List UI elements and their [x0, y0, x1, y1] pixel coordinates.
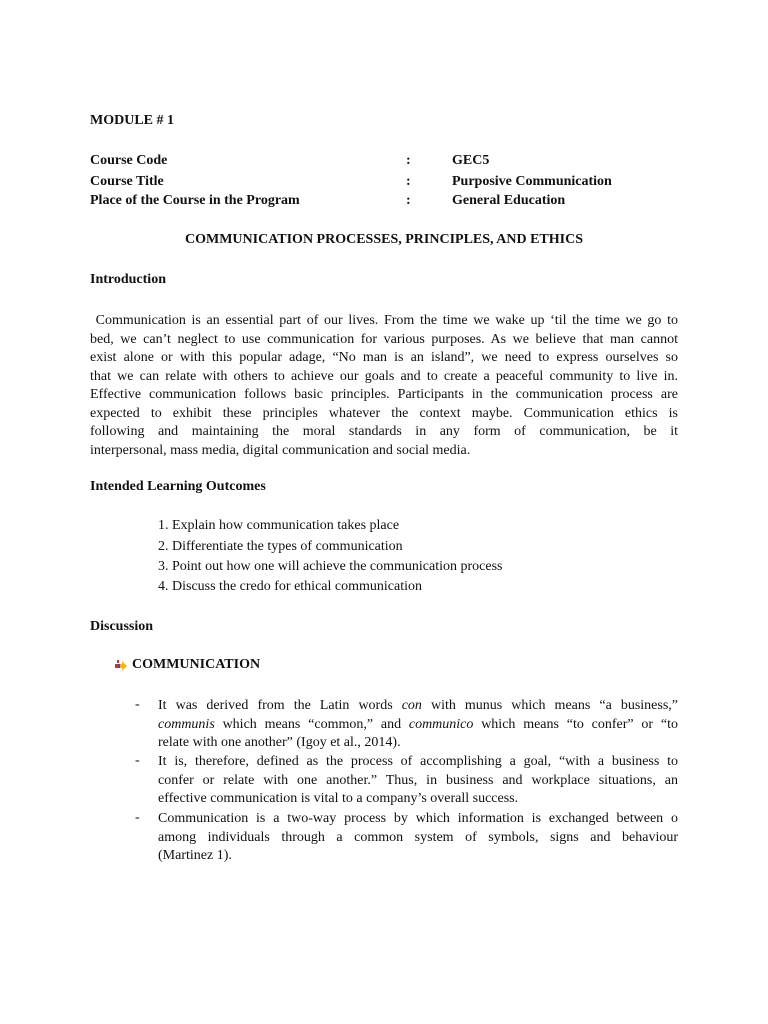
module-title: MODULE # 1 — [90, 113, 174, 128]
outcome-item: 4. Discuss the credo for ethical communication — [158, 579, 422, 594]
bullet-line — [158, 772, 678, 791]
text-run: which means “to confer” or “to — [473, 716, 678, 732]
bullet-text — [158, 810, 678, 866]
intro-line: Communication is an essential part of our lives. From the time we wake up ‘til the time we go to — [90, 313, 678, 328]
bullet-dash: - — [135, 753, 140, 768]
discussion-heading: Discussion — [90, 619, 154, 634]
arrow-bullet-icon — [114, 659, 128, 673]
bullet-text — [158, 753, 678, 809]
course-title-value: Purposive Communication — [452, 174, 612, 189]
outcome-item: 2. Differentiate the types of communication — [158, 539, 403, 554]
italic-term: communico — [408, 716, 474, 732]
text-run: among individuals through a common system of symbols, signs and behaviour — [158, 829, 678, 845]
course-title-colon: : — [406, 174, 411, 189]
course-place-colon: : — [406, 193, 411, 208]
text-run: with munus which means “a business,” — [421, 698, 679, 713]
bullet-line — [158, 790, 678, 809]
text-run: (Martinez 1). — [158, 848, 232, 863]
bullet-line — [158, 753, 678, 772]
italic-term: communis — [158, 716, 215, 732]
bullet-dash: - — [135, 697, 140, 712]
course-place-label: Place of the Course in the Program — [90, 193, 300, 208]
intro-line: interpersonal, mass media, digital communication and social media. — [90, 442, 471, 458]
outcome-item: 1. Explain how communication takes place — [158, 518, 400, 533]
text-run: Communication is a two-way process by which information is exchanged between o — [158, 811, 678, 826]
text-run: relate with one another” (Igoy et al., 2014). — [158, 735, 401, 750]
course-code-colon: : — [406, 153, 411, 168]
bullet-line — [158, 810, 678, 829]
course-code-label: Course Code — [90, 153, 168, 168]
intro-line: bed, we can’t neglect to use communication for various purposes. As we believe that man cannot — [90, 331, 678, 347]
course-title-label: Course Title — [90, 174, 164, 189]
bullet-line — [158, 716, 678, 735]
intro-line: that we can relate with others to achieve our goals and to create a peaceful community to live in. — [90, 368, 678, 384]
intro-line: expected to exhibit these principles whatever the context maybe. Communication ethics is — [90, 405, 678, 421]
text-run: effective communication is vital to a company’s overall success. — [158, 791, 519, 806]
introduction-heading: Introduction — [90, 272, 166, 287]
intro-line: exist alone or with this popular adage, “No man is an island”, we need to express ourselves so — [90, 350, 678, 365]
text-run: It is, therefore, defined as the process of accomplishing a goal, “with a business to — [158, 754, 678, 769]
bullet-line — [158, 697, 678, 716]
bullet-line — [158, 829, 678, 848]
course-place-value: General Education — [452, 193, 566, 208]
outcome-item: 3. Point out how one will achieve the communication process — [158, 559, 503, 574]
learning-outcomes-heading: Intended Learning Outcomes — [90, 479, 266, 494]
text-run: confer or relate with one another.” Thus, in business and workplace situations, an — [158, 772, 678, 788]
section-title-communication: COMMUNICATION — [132, 657, 261, 672]
bullet-line — [158, 847, 678, 866]
course-code-value: GEC5 — [452, 153, 490, 168]
text-run: which means “common,” and — [214, 716, 409, 732]
italic-term: con — [401, 698, 422, 713]
introduction-paragraph — [90, 312, 678, 460]
intro-line: following and maintaining the moral standards in any form of communication, be it — [90, 424, 678, 439]
text-run: It was derived from the Latin words — [158, 698, 402, 713]
intro-line: Effective communication follows basic principles. Participants in the communication process are — [90, 387, 678, 402]
bullet-text — [158, 697, 678, 753]
topic-title: COMMUNICATION PROCESSES, PRINCIPLES, AND ETHICS — [184, 232, 584, 247]
bullet-dash: - — [135, 810, 140, 825]
bullet-line — [158, 734, 678, 753]
